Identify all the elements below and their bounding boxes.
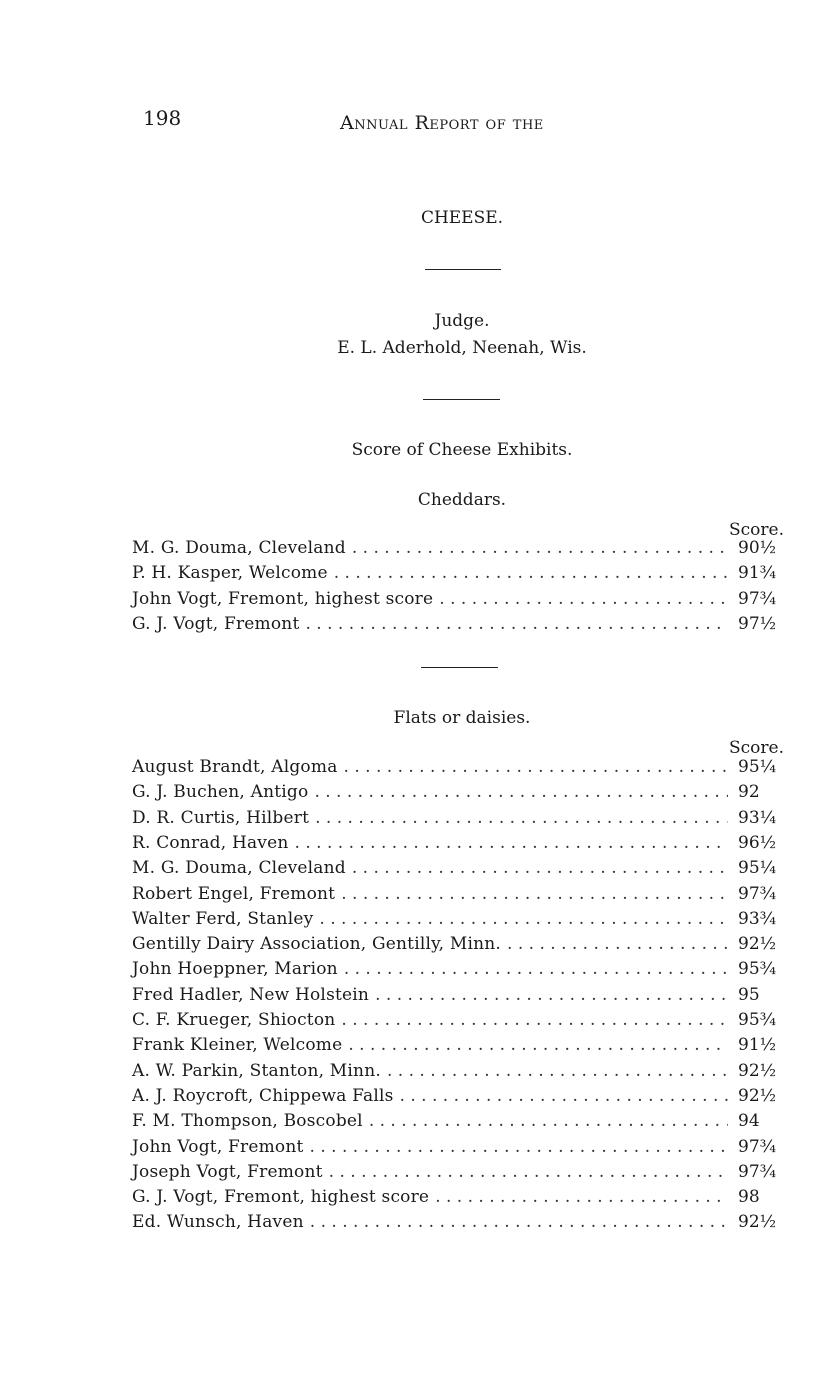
exhibitor-name: C. F. Krueger, Shiocton [132, 1010, 336, 1030]
dot-leader [315, 808, 728, 828]
dot-leader [507, 934, 728, 954]
exhibitor-name: Frank Kleiner, Welcome [132, 1035, 343, 1056]
list-item [132, 613, 777, 639]
list-item [132, 1187, 760, 1212]
page-number: 198 [143, 106, 182, 130]
exhibit-score: 97½ [738, 613, 777, 634]
list-item [132, 934, 777, 959]
exhibit-score: 94 [738, 1111, 760, 1132]
list-item [132, 1161, 777, 1187]
exhibitor-name: Joseph Vogt, Fremont [132, 1161, 323, 1182]
dot-leader [375, 985, 728, 1005]
list-item [132, 1060, 777, 1086]
exhibit-score: 95 [738, 984, 760, 1005]
exhibitor-name: Walter Ferd, Stanley [132, 908, 314, 929]
exhibit-score: 95¾ [738, 959, 777, 980]
exhibitor-name: August Brandt, Algoma [132, 757, 338, 777]
cheddars-score-label: Score. [729, 520, 784, 540]
list-item [132, 984, 760, 1010]
exhibitor-name: P. H. Kasper, Welcome [132, 563, 328, 584]
exhibitor-name: John Vogt, Fremont, highest score [132, 588, 434, 609]
exhibitor-name: Gentilly Dairy Association, Gentilly, Minn. [132, 934, 502, 955]
dot-leader [329, 1162, 728, 1182]
exhibit-score: 97¾ [738, 1161, 777, 1182]
divider-rule [423, 399, 500, 400]
dot-leader [348, 1035, 728, 1055]
list-item [132, 1111, 760, 1136]
list-item [132, 1085, 777, 1111]
list-item [132, 1010, 777, 1035]
dot-leader [295, 833, 728, 853]
dot-leader [305, 614, 728, 634]
dot-leader [310, 1137, 728, 1157]
exhibitor-name: G. J. Buchen, Antigo [132, 782, 309, 803]
list-item [132, 908, 777, 934]
exhibit-score: 92½ [738, 1212, 777, 1233]
dot-leader [369, 1111, 728, 1131]
exhibit-score: 97¾ [738, 588, 777, 609]
exhibitor-name: Robert Engel, Fremont [132, 883, 336, 904]
exhibit-score: 97¾ [738, 883, 777, 904]
dot-leader [310, 1212, 728, 1232]
dot-leader [387, 1061, 728, 1081]
judge-label: Judge. [434, 311, 490, 331]
list-item [132, 1035, 777, 1060]
list-item [132, 959, 777, 984]
exhibit-score: 95¼ [738, 858, 777, 879]
list-item [132, 782, 760, 807]
exhibitor-name: F. M. Thompson, Boscobel [132, 1111, 363, 1132]
exhibit-score: 92½ [738, 1085, 777, 1106]
exhibitor-name: M. G. Douma, Cleveland [132, 538, 346, 558]
exhibit-score: 92 [738, 782, 760, 803]
exhibitor-name: M. G. Douma, Cleveland [132, 858, 346, 879]
list-item [132, 807, 777, 833]
exhibitor-name: G. J. Vogt, Fremont [132, 613, 300, 634]
score-title: Score of Cheese Exhibits. [351, 440, 573, 460]
exhibitor-name: John Vogt, Fremont [132, 1136, 304, 1157]
flats-heading: Flats or daisies. [393, 708, 531, 728]
exhibit-score: 91¾ [738, 563, 777, 584]
exhibit-score: 95¾ [738, 1010, 777, 1030]
dot-leader [334, 563, 728, 583]
exhibit-score: 90½ [738, 538, 777, 558]
divider-rule [425, 269, 501, 270]
exhibitor-name: Ed. Wunsch, Haven [132, 1212, 304, 1233]
exhibitor-name: R. Conrad, Haven [132, 832, 289, 853]
section-title: CHEESE. [420, 208, 504, 228]
dot-leader [344, 757, 728, 777]
exhibit-score: 98 [738, 1187, 760, 1208]
list-item [132, 1212, 777, 1237]
judge-name: E. L. Aderhold, Neenah, Wis. [337, 338, 587, 358]
dot-leader [352, 858, 728, 878]
dot-leader [439, 589, 728, 609]
list-item [132, 538, 777, 563]
dot-leader [344, 959, 728, 979]
exhibitor-name: Fred Hadler, New Holstein [132, 984, 370, 1005]
dot-leader [435, 1187, 728, 1207]
running-title: Annual Report of the [340, 112, 544, 134]
dot-leader [319, 909, 728, 929]
list-item [132, 832, 777, 858]
dot-leader [341, 1010, 728, 1030]
list-item [132, 757, 777, 782]
exhibitor-name: G. J. Vogt, Fremont, highest score [132, 1187, 430, 1208]
divider-rule [421, 667, 498, 668]
dot-leader [314, 782, 728, 802]
dot-leader [341, 884, 728, 904]
exhibit-score: 93¾ [738, 908, 777, 929]
dot-leader [400, 1086, 728, 1106]
exhibitor-name: D. R. Curtis, Hilbert [132, 807, 310, 828]
exhibit-score: 92½ [738, 1060, 777, 1081]
exhibit-score: 93¼ [738, 807, 777, 828]
cheddars-heading: Cheddars. [417, 490, 507, 510]
exhibitor-name: A. J. Roycroft, Chippewa Falls [132, 1085, 394, 1106]
exhibit-score: 92½ [738, 934, 777, 955]
exhibit-score: 95¼ [738, 757, 777, 777]
list-item [132, 588, 777, 614]
dot-leader [352, 538, 728, 558]
list-item [132, 883, 777, 909]
exhibit-score: 97¾ [738, 1136, 777, 1157]
list-item [132, 563, 777, 588]
exhibitor-name: A. W. Parkin, Stanton, Minn. [132, 1060, 381, 1081]
list-item [132, 858, 777, 883]
exhibit-score: 91½ [738, 1035, 777, 1056]
flats-score-label: Score. [729, 738, 784, 758]
exhibit-score: 96½ [738, 832, 777, 853]
list-item [132, 1136, 777, 1162]
exhibitor-name: John Hoeppner, Marion [132, 959, 338, 980]
